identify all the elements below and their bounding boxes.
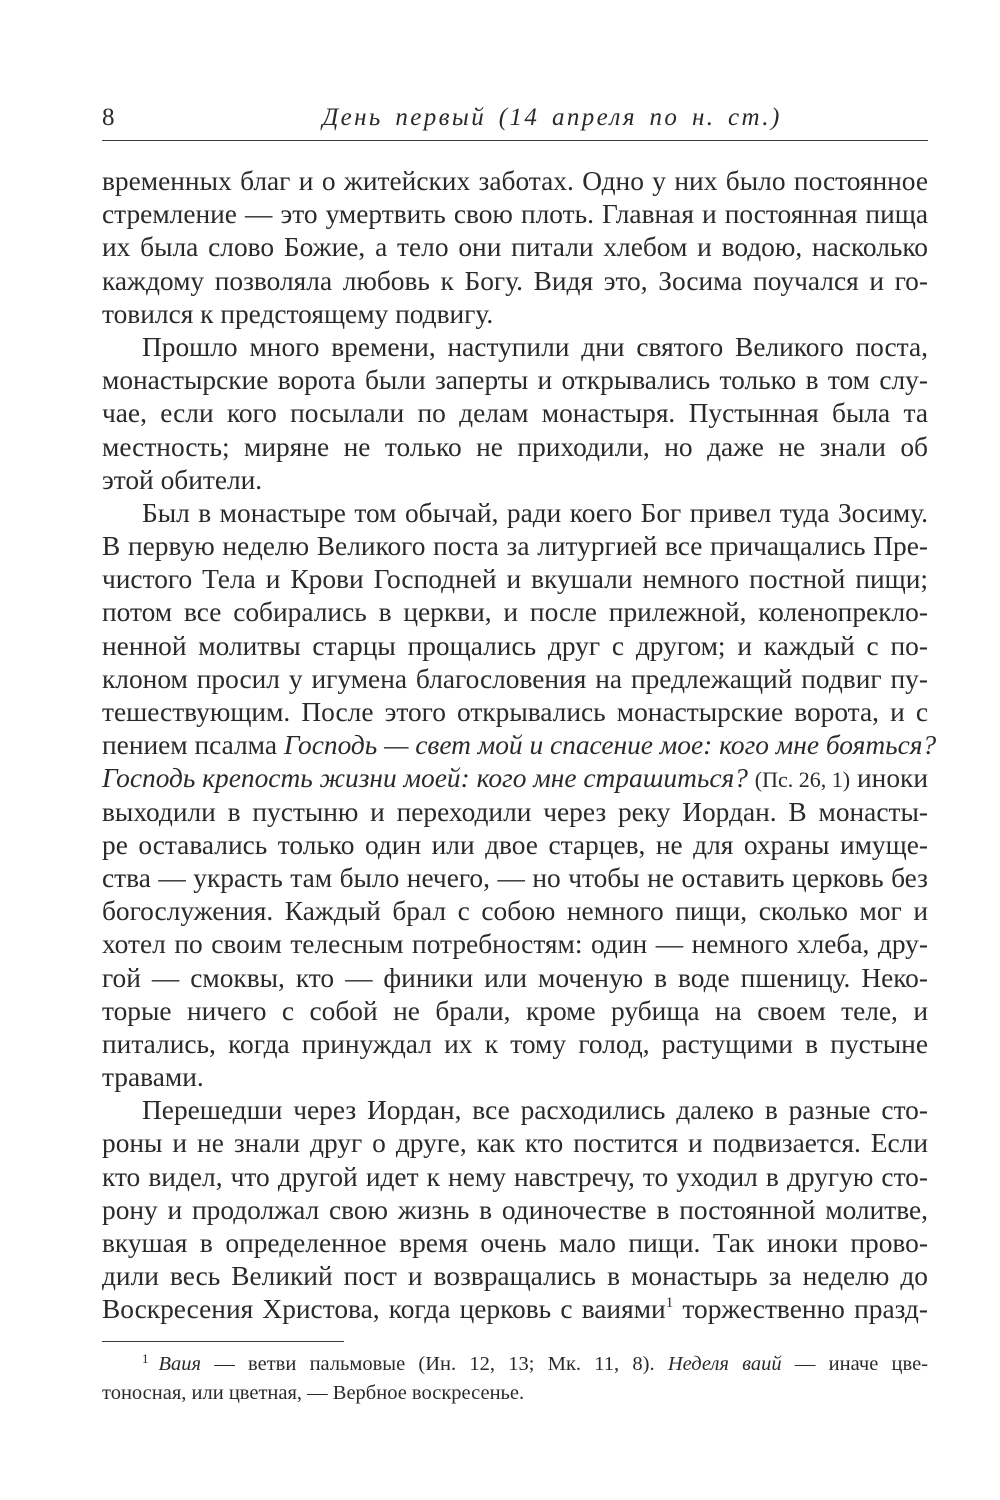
text-line-psalm-2	[102, 762, 928, 795]
text-line: Перешедши через Иордан, все расходились далеко в разные сто-	[142, 1095, 928, 1126]
text-line: потом все собирались в церкви, и после прилежной, коленопрекло-	[102, 597, 928, 628]
text-line: выходили в пустыню и переходили через реку Иордан. В монасты-	[102, 796, 928, 827]
footnote-reference[interactable]: 1	[665, 1295, 674, 1312]
text-line: чае, если кого посылали по делам монастыря. Пустынная была та	[102, 398, 928, 429]
text-line: клоном просил у игумена благословения на предлежащий подвиг пу-	[102, 663, 928, 694]
text-line: временных благ и о житейских заботах. Одно у них было постоянное	[102, 166, 928, 196]
running-head	[102, 96, 928, 141]
psalm-lead: пением псалма	[102, 730, 277, 761]
text-line: хотел по своим телесным потребностям: один — немного хлеба, дру-	[102, 929, 928, 960]
text-line: кто видел, что другой идет к нему навстречу, то уходил в другую сто-	[102, 1161, 928, 1192]
main-text	[102, 165, 937, 1327]
text-line-with-footnote	[102, 1293, 928, 1326]
last-line-start: Воскресения Христова, когда церковь с ваиями	[102, 1294, 666, 1325]
text-line: роны и не знали друг о друге, как кто постится и подвизается. Если	[102, 1128, 928, 1159]
text-line: Прошло много времени, наступили дни святого Великого поста,	[142, 331, 928, 362]
paragraph-3	[102, 497, 937, 1094]
page-number: 8	[102, 104, 115, 131]
text-line: Был в монастыре том обычай, ради коего Бог привел туда Зосиму.	[142, 497, 928, 528]
text-line: богослужения. Каждый брал с собою немного пищи, сколько мог и	[102, 896, 928, 927]
text-line: монастырские ворота были заперты и открывались только в том слу-	[102, 365, 928, 396]
text-line: их была слово Божие, а тело они питали хлебом и водою, насколько	[102, 232, 928, 263]
text-line: товился к предстоящему подвигу.	[102, 298, 494, 329]
text-line: этой обители.	[102, 464, 263, 495]
paragraph-2	[102, 331, 928, 497]
text-line: питались, когда принуждал их к тому голод, растущими в пустыне	[102, 1028, 928, 1059]
text-line: ненной молитвы старцы прощались друг с другом; и каждый с по-	[102, 630, 928, 661]
psalm-quote-1: Господь — свет мой и спасение мое: кого мне бояться?	[283, 730, 937, 761]
psalm-quote-2: Господь крепость жизни моей: кого мне страшиться?	[102, 763, 748, 794]
footnote-marker: 1	[142, 1350, 149, 1366]
psalm-trail: иноки	[857, 763, 928, 794]
text-line: травами.	[102, 1062, 204, 1093]
text-line: рону и продолжал свою жизнь в одиночестве в постоянной молитве,	[102, 1194, 928, 1225]
text-line: торые ничего с собой не брали, кроме рубища на своем теле, и	[102, 995, 928, 1026]
text-line: каждому позволяла любовь к Богу. Видя это, Зосима поучался и го-	[102, 265, 928, 296]
footnote-term-1: Ваия	[158, 1352, 202, 1375]
text-line: ре оставались только один или двое старцев, не для охраны имуще-	[102, 829, 928, 860]
text-line-psalm-1	[102, 729, 937, 762]
text-line: гой — смоквы, кто — финики или моченую в воде пшеницу. Неко-	[102, 962, 928, 993]
footnote-divider	[102, 1341, 344, 1342]
footnote-text-2: — иначе цве-	[794, 1352, 929, 1375]
footnote-line-1	[102, 1350, 928, 1379]
text-line: В первую неделю Великого поста за литургией все причащались Пре-	[102, 531, 928, 562]
text-line: тешествующим. После этого открывались монастырские ворота, и с	[102, 697, 928, 727]
scripture-reference: (Пс. 26, 1)	[754, 767, 851, 793]
last-line-end: торжественно празд-	[682, 1294, 928, 1325]
running-head-title: День первый (14 апреля по н. ст.)	[322, 104, 782, 131]
footnote	[102, 1350, 928, 1408]
footnote-term-2: Неделя ваий	[667, 1352, 782, 1375]
paragraph-1	[102, 165, 928, 331]
text-line: дили весь Великий пост и возвращались в монастырь за неделю до	[102, 1261, 928, 1292]
text-line: ства — украсть там было нечего, — но чтобы не оставить церковь без	[102, 862, 928, 893]
text-line: стремление — это умертвить свою плоть. Главная и постоянная пища	[102, 199, 928, 230]
book-page	[102, 96, 937, 1408]
paragraph-4	[102, 1094, 928, 1326]
text-line: местность; миряне не только не приходили, но даже не знали об	[102, 431, 928, 462]
text-line: чистого Тела и Крови Господней и вкушали немного постной пищи;	[102, 564, 928, 595]
footnote-line-2: тоносная, или цветная, — Вербное воскресенье.	[102, 1381, 525, 1404]
text-line: вкушая в определенное время очень мало пищи. Так иноки прово-	[102, 1228, 928, 1258]
footnote-text-1: — ветви пальмовые (Ин. 12, 13; Мк. 11, 8).	[214, 1352, 655, 1375]
